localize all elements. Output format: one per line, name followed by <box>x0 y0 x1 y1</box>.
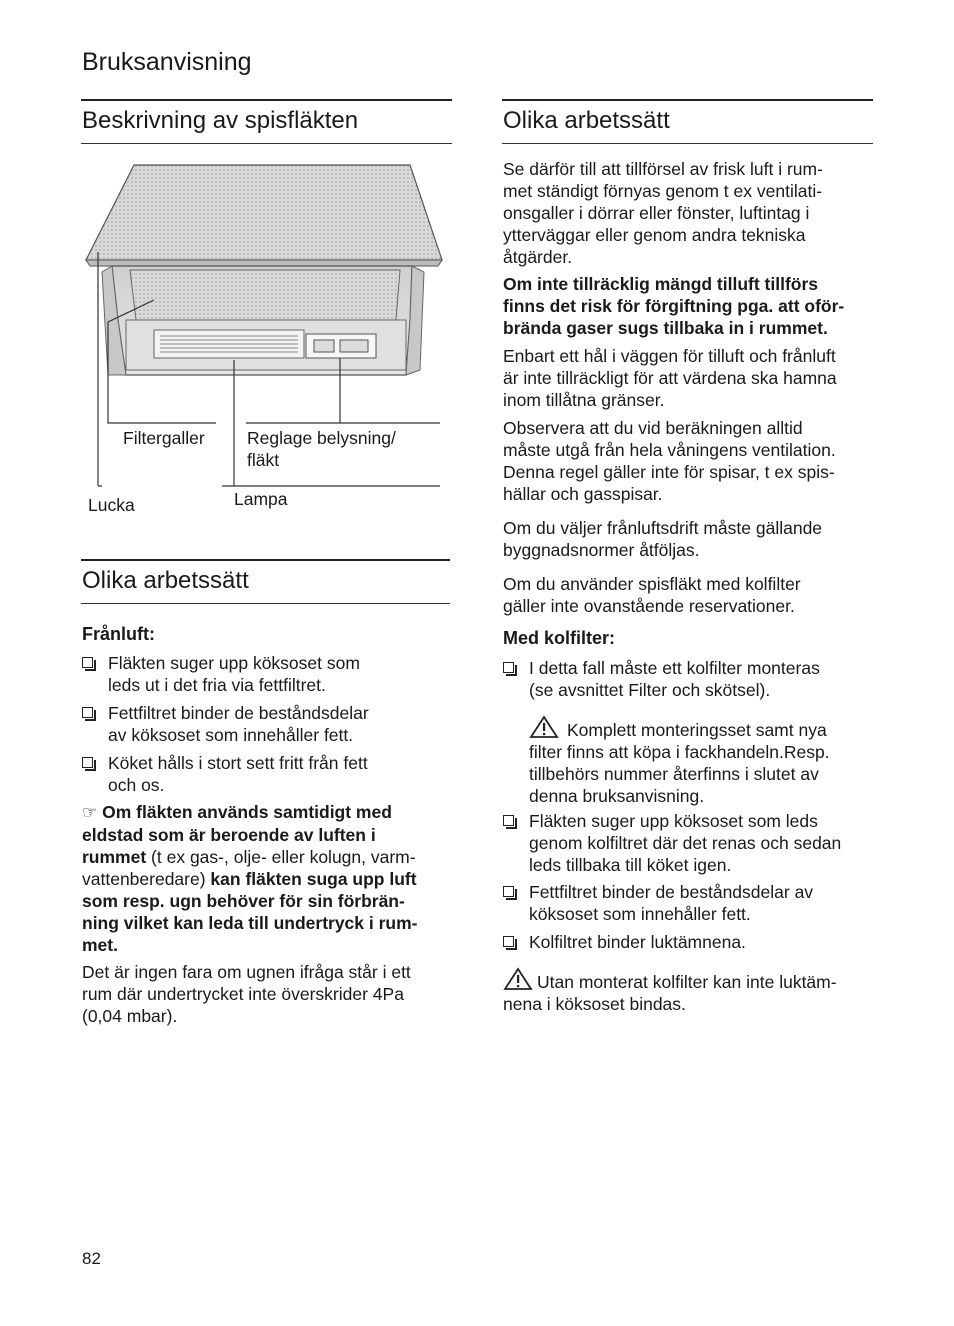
paragraph-calculation: Observera att du vid beräkningen alltid måste utgå från hela våningens ventilation. Denna regel gäller inte för spisar, t ex spis- hällar och gasspisar. <box>503 418 836 504</box>
paragraph-fresh-air: Se därför till att tillförsel av frisk luft i rum- met ständigt förnyas genom t ex ventilati- onsgaller i dörrar eller fönster, luftintag i ytterväggar eller genom andra tekniska åtgärder. <box>503 159 823 267</box>
checkbox-bullet-icon <box>503 662 514 673</box>
checkbox-bullet-icon <box>82 707 93 718</box>
list-item: Kolfiltret binder luktämnena. <box>503 931 746 953</box>
page-header-title: Bruksanvisning <box>82 48 252 76</box>
section-rule-bottom <box>81 143 452 144</box>
section-title-operating-modes-right: Olika arbetssätt <box>503 107 670 134</box>
list-item: Köket hålls i stort sett fritt från fett och os. <box>82 752 368 796</box>
pointing-hand-icon: ☞ <box>82 803 98 822</box>
label-controls-line2: fläkt <box>247 450 280 470</box>
list-item: Fettfiltret binder de beståndsdelar av köksoset som innehåller fett. <box>82 702 369 746</box>
paragraph-warning-bold: Om inte tillräcklig mängd tilluft tillförs finns det risk för förgiftning pga. att oför- brända gaser sugs tillbaka in i rummet. <box>503 274 845 338</box>
checkbox-bullet-icon <box>503 886 514 897</box>
section-rule-bottom-2 <box>81 603 450 604</box>
checkbox-bullet-icon <box>503 815 514 826</box>
section-title-operating-modes: Olika arbetssätt <box>82 567 249 594</box>
warning-no-carbon-filter: Utan monterat kolfilter kan inte luktäm- nena i köksoset bindas. <box>503 967 875 1015</box>
warning-kit: Komplett monteringsset samt nya filter finns att köpa i fackhandeln.Resp. tillbehörs nummer återfinns i slutet av denna bruksanvisning. <box>529 715 874 807</box>
checkbox-bullet-icon <box>82 757 93 768</box>
list-item: Fettfiltret binder de beståndsdelar av köksoset som innehåller fett. <box>503 881 813 925</box>
section-rule-bottom-right <box>502 143 873 144</box>
checkbox-bullet-icon <box>82 657 93 668</box>
checkbox-bullet-icon <box>503 936 514 947</box>
label-filter-grille: Filtergaller <box>123 428 205 448</box>
warning-triangle-icon <box>503 967 533 991</box>
section-title-description: Beskrivning av spisfläkten <box>82 107 359 134</box>
section-rule-top-right <box>502 99 873 101</box>
paragraph-hole: Enbart ett hål i väggen för tilluft och frånluft är inte tillräckligt för att värdena ska hamna inom tillåtna gränser. <box>503 346 837 410</box>
list-item: I detta fall måste ett kolfilter monteras (se avsnittet Filter och skötsel). <box>503 657 820 701</box>
subheading-carbon-filter: Med kolfilter: <box>503 628 616 648</box>
list-item: Fläkten suger upp köksoset som leds genom kolfiltret där det renas och sedan leds tillbaka till köket igen. <box>503 810 841 876</box>
note-paragraph: ☞ Om fläkten används samtidigt med eldstad som är beroende av luften i rummet (t ex gas-, olje- eller kolugn, varm- vattenberedare) kan fläkten suga upp luft som resp. ugn behöver för sin förbrän- ning vilket kan leda till undertryck i rum- met. <box>82 802 418 955</box>
label-lamp: Lampa <box>234 489 288 509</box>
section-rule-top <box>81 99 452 101</box>
label-controls-line1: Reglage belysning/ <box>247 428 396 448</box>
warning-triangle-icon <box>529 715 559 739</box>
page-number: 82 <box>82 1249 101 1268</box>
label-door: Lucka <box>88 495 135 515</box>
paragraph-carbon-filter: Om du använder spisfläkt med kolfilter gäller inte ovanstående reservationer. <box>503 574 801 616</box>
list-item: Fläkten suger upp köksoset som leds ut i det fria via fettfiltret. <box>82 652 360 696</box>
paragraph-building-norms: Om du väljer frånluftsdrift måste gällande byggnadsnormer åtföljas. <box>503 518 823 560</box>
final-paragraph: Det är ingen fara om ugnen ifråga står i ett rum där undertrycket inte överskrider 4Pa (0,04 mbar). <box>82 962 411 1026</box>
subheading-exhaust: Frånluft: <box>82 624 155 644</box>
section-rule-top-2 <box>81 559 450 561</box>
